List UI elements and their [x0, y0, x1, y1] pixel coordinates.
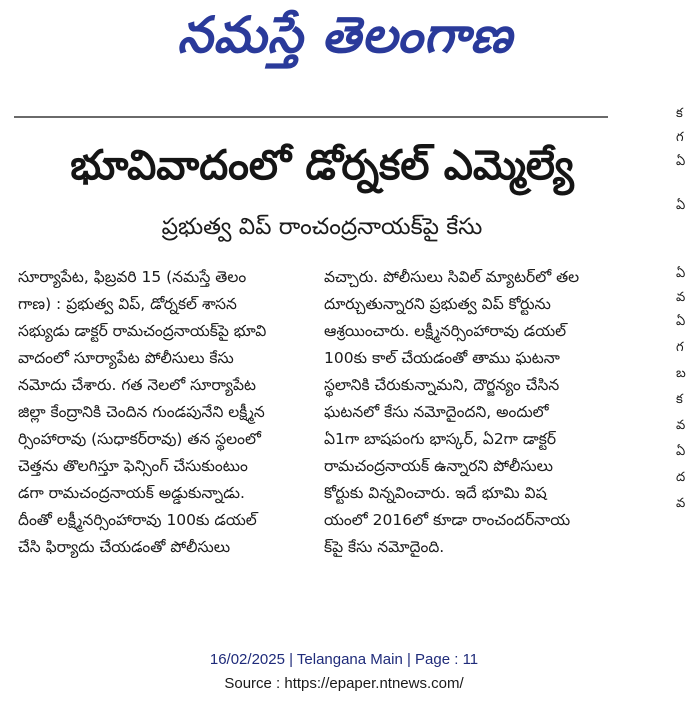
body-line: కోర్టుకు విన్నవించారు. ఇదే భూమి విష: [324, 484, 547, 502]
body-line: దీంతో లక్ష్మీనర్సింహారావు 100కు డయల్: [18, 511, 257, 529]
edge-glyph: వ: [676, 418, 686, 433]
edge-glyph: ద: [676, 470, 686, 485]
adjacent-article-edge: [676, 100, 688, 580]
body-line: ఏ1గా బాషపంగు భాస్కర్, ఏ2గా డాక్టర్: [324, 430, 557, 448]
edge-glyph: క: [676, 106, 683, 121]
body-line: క్‌పై కేసు నమోదైంది.: [324, 538, 445, 556]
article-subheadline: ప్రభుత్వ విప్ రాంచంద్రనాయక్‌పై కేసు: [161, 214, 483, 240]
edge-glyph: వ: [676, 496, 686, 511]
body-line: జిల్లా కేంద్రానికి చెందిన గుండపునేని లక్ష్మీన: [18, 403, 265, 421]
edge-glyph: క: [676, 392, 683, 407]
edge-glyph: ఏ: [676, 266, 686, 281]
edge-glyph: బ: [676, 366, 686, 381]
body-line: యంలో 2016లో కూడా రాంచందర్‌నాయ: [324, 511, 571, 529]
source-link[interactable]: Source : https://epaper.ntnews.com/: [224, 675, 464, 692]
article-headline: భూవివాదంలో డోర్నకల్ ఎమ్మెల్యే: [70, 141, 574, 189]
edge-glyph: ఏ: [676, 198, 686, 213]
edge-glyph: వ: [676, 290, 686, 305]
body-line: ర్సింహారావు (సుధాకర్‌రావు) తన స్థలంలో: [18, 430, 261, 448]
body-line: రామచంద్రనాయక్ ఉన్నారని పోలీసులు: [324, 457, 553, 475]
page-footer: [0, 648, 688, 696]
newspaper-masthead: నమస్తే తెలంగాణ: [177, 6, 513, 64]
body-line: స్థలానికి చేరుకున్నామని, దౌర్జన్యం చేసిన: [324, 376, 560, 394]
body-line: గాణ) : ప్రభుత్వ విప్, డోర్నకల్ శాసన: [18, 295, 237, 313]
edition-info: 16/02/2025 | Telangana Main | Page : 11: [209, 651, 479, 668]
body-line: డగా రామచంద్రనాయక్ అడ్డుకున్నాడు.: [18, 484, 245, 502]
article-column-left: [18, 264, 308, 561]
edge-glyph: ఏ: [676, 314, 686, 329]
body-line: నమోదు చేశారు. గత నెలలో సూర్యాపేట: [18, 376, 256, 394]
edge-glyph: ఏ: [676, 154, 686, 169]
header-divider: [14, 116, 608, 118]
body-line: వచ్చారు. పోలీసులు సివిల్ మ్యాటర్‌లో తల: [324, 268, 580, 286]
edge-glyph: గ: [676, 340, 684, 355]
body-line: ఆశ్రయించారు. లక్ష్మీనర్సింహారావు డయల్: [324, 322, 567, 340]
article-column-right: [324, 264, 616, 561]
body-line: చెత్తను తొలగిస్తూ ఫెన్సింగ్ చేసుకుంటుం: [18, 457, 248, 475]
body-line: దూర్చుతున్నారని ప్రభుత్వ విప్ కోర్టును: [324, 295, 551, 313]
body-line: సభ్యుడు డాక్టర్ రామచంద్రనాయక్‌పై భూవి: [18, 322, 267, 340]
body-line: వాదంలో సూర్యాపేట పోలీసులు కేసు: [18, 349, 234, 367]
edge-glyph: గ: [676, 130, 684, 145]
body-line: 100కు కాల్ చేయడంతో తాము ఘటనా: [324, 349, 560, 367]
edge-glyph: ఏ: [676, 444, 686, 459]
body-line: ఘటనలో కేసు నమోదైందని, అందులో: [324, 403, 549, 421]
body-line: చేసి ఫిర్యాదు చేయడంతో పోలీసులు: [18, 538, 231, 556]
body-line: సూర్యాపేట, ఫిబ్రవరి 15 (నమస్తే తెలం: [18, 268, 247, 286]
